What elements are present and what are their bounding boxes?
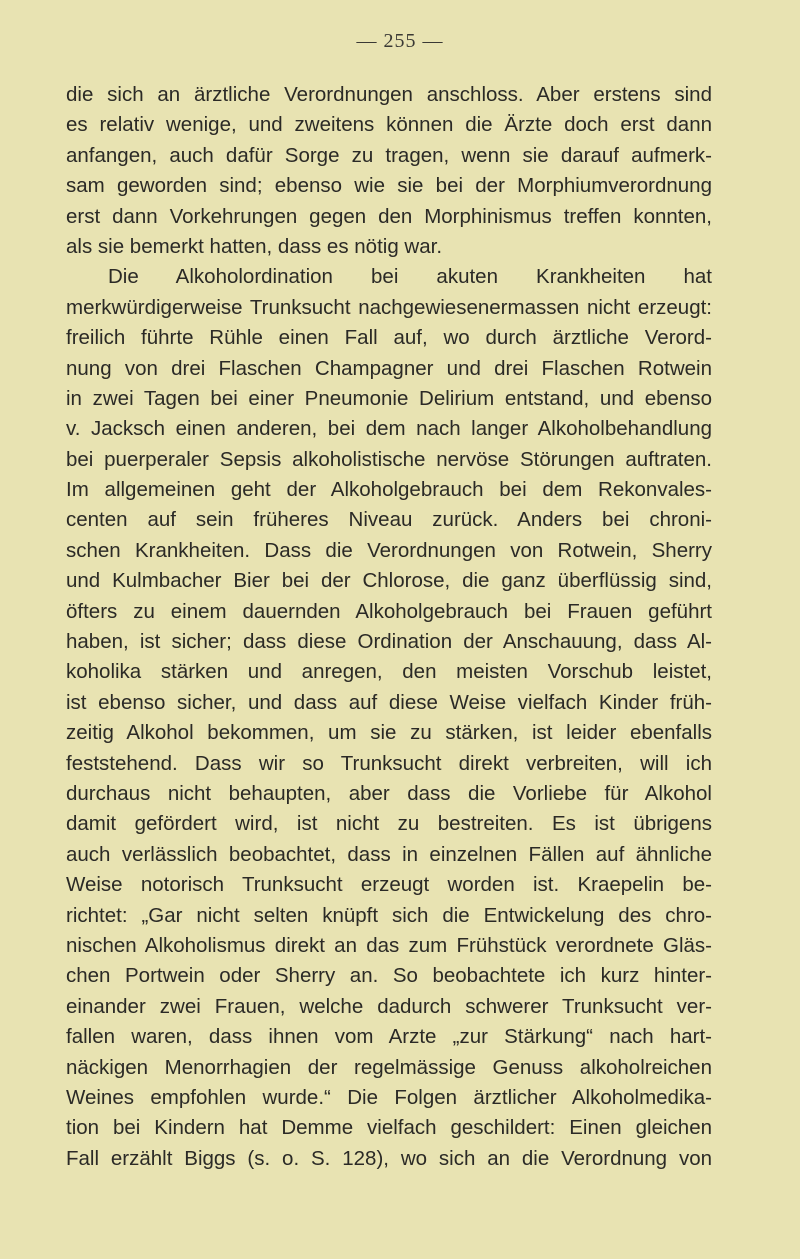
text-line: und Kulmbacher Bier bei der Chlorose, die ganz überflüssig sind,	[66, 569, 712, 593]
text-line: freilich führte Rühle einen Fall auf, wo durch ärztliche Verord-	[66, 326, 712, 350]
text-line: merkwürdigerweise Trunksucht nachgewiesenermassen nicht erzeugt:	[66, 295, 712, 319]
text-line: erst dann Vorkehrungen gegen den Morphinismus treffen konnten,	[66, 204, 712, 228]
text-line: Die Alkoholordination bei akuten Krankheiten hat	[108, 265, 712, 289]
text-line: haben, ist sicher; dass diese Ordination der Anschauung, dass Al-	[66, 630, 712, 654]
text-line: es relativ wenige, und zweitens können die Ärzte doch erst dann	[66, 113, 712, 137]
text-line: ist ebenso sicher, und dass auf diese Weise vielfach Kinder früh-	[66, 690, 712, 714]
text-line: damit gefördert wird, ist nicht zu bestreiten. Es ist übrigens	[66, 812, 712, 836]
text-line: koholika stärken und anregen, den meisten Vorschub leistet,	[66, 660, 712, 684]
text-line: einander zwei Frauen, welche dadurch schwerer Trunksucht ver-	[66, 994, 712, 1018]
text-line: centen auf sein früheres Niveau zurück. Anders bei chroni-	[66, 508, 712, 532]
text-line: bei puerperaler Sepsis alkoholistische nervöse Störungen auftraten.	[66, 447, 712, 471]
text-line: richtet: „Gar nicht selten knüpft sich die Entwickelung des chro-	[66, 903, 712, 927]
text-line: feststehend. Dass wir so Trunksucht direkt verbreiten, will ich	[66, 751, 712, 775]
text-line: Fall erzählt Biggs (s. o. S. 128), wo sich an die Verordnung von	[66, 1146, 712, 1170]
text-line: Weines empfohlen wurde.“ Die Folgen ärztlicher Alkoholmedika-	[66, 1085, 712, 1109]
body-text	[66, 80, 712, 1174]
text-line: nischen Alkoholismus direkt an das zum Frühstück verordnete Gläs-	[66, 933, 712, 957]
text-line: als sie bemerkt hatten, dass es nötig war.	[66, 234, 443, 258]
text-line: durchaus nicht behaupten, aber dass die Vorliebe für Alkohol	[66, 781, 712, 805]
text-line: zeitig Alkohol bekommen, um sie zu stärken, ist leider ebenfalls	[66, 721, 712, 745]
text-line: Im allgemeinen geht der Alkoholgebrauch bei dem Rekonvales-	[66, 478, 712, 502]
text-line: nung von drei Flaschen Champagner und drei Flaschen Rotwein	[66, 356, 712, 380]
text-line: tion bei Kindern hat Demme vielfach geschildert: Einen gleichen	[66, 1116, 712, 1140]
text-line: näckigen Menorrhagien der regelmässige Genuss alkoholreichen	[66, 1055, 712, 1079]
text-line: sam geworden sind; ebenso wie sie bei der Morphiumverordnung	[66, 174, 712, 198]
text-line: fallen waren, dass ihnen vom Arzte „zur Stärkung“ nach hart-	[66, 1025, 712, 1049]
text-line: schen Krankheiten. Dass die Verordnungen von Rotwein, Sherry	[66, 538, 712, 562]
text-line: anfangen, auch dafür Sorge zu tragen, wenn sie darauf aufmerk-	[66, 143, 712, 167]
text-line: Weise notorisch Trunksucht erzeugt worden ist. Kraepelin be-	[66, 873, 712, 897]
text-line: die sich an ärztliche Verordnungen anschloss. Aber erstens sind	[66, 83, 712, 106]
text-line: auch verlässlich beobachtet, dass in einzelnen Fällen auf ähnliche	[66, 842, 712, 866]
text-line: v. Jacksch einen anderen, bei dem nach langer Alkoholbehandlung	[66, 417, 712, 441]
page-number: — 255 —	[356, 30, 444, 52]
text-line: in zwei Tagen bei einer Pneumonie Delirium entstand, und ebenso	[66, 386, 712, 410]
text-line: öfters zu einem dauernden Alkoholgebrauch bei Frauen geführt	[66, 599, 712, 623]
text-line: chen Portwein oder Sherry an. So beobachtete ich kurz hinter-	[66, 964, 712, 988]
